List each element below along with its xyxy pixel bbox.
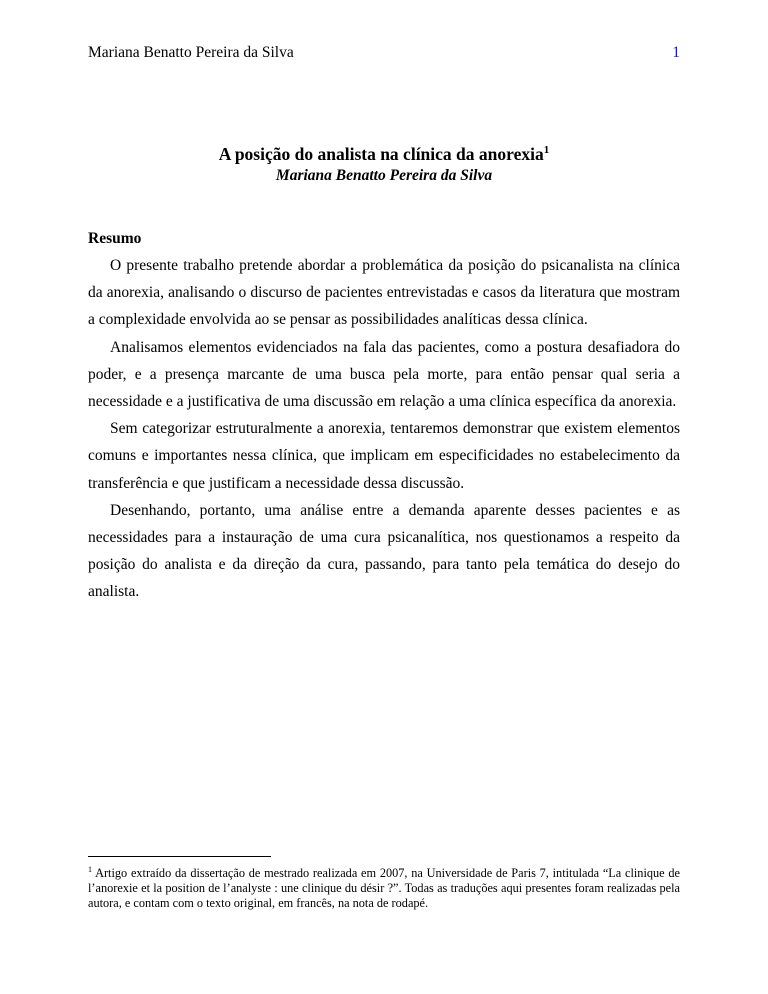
document-title	[88, 142, 680, 166]
footnote-marker: 1	[88, 864, 92, 874]
page-number: 1	[672, 44, 680, 61]
footnote	[88, 866, 680, 911]
paragraph: Desenhando, portanto, uma análise entre a demanda aparente desses pacientes e as necessidades para a instauração de uma cura psicanalítica, nos questionamos a respeito da posição do analista e da direção da cura, passando, para tanto pela temática do desejo do analista.	[88, 501, 680, 601]
header-author: Mariana Benatto Pereira da Silva	[88, 44, 294, 61]
page-header	[88, 44, 680, 64]
section-heading: Resumo	[88, 230, 142, 247]
paragraph: O presente trabalho pretende abordar a problemática da posição do psicanalista na clínica da anorexia, analisando o discurso de pacientes entrevistadas e casos da literatura que mostram a complexidade envolvida ao se pensar as possibilidades analíticas dessa clínica.	[88, 257, 680, 329]
document-title-text: A posição do analista na clínica da anorexia	[218, 144, 544, 164]
abstract-body	[88, 252, 680, 606]
document-author: Mariana Benatto Pereira da Silva	[275, 167, 493, 184]
footnote-text: Artigo extraído da dissertação de mestrado realizada em 2007, na Universidade de Paris 7, intitulada “La clinique de l’anorexie et la position de l’analyste : une clinique du désir ?”. Todas as traduções aqui presentes foram realizadas pela autora, e contam com o texto original, em francês, na nota de rodapé.	[88, 866, 680, 910]
paragraph: Analisamos elementos evidenciados na fala das pacientes, como a postura desafiadora do poder, e a presença marcante de uma busca pela morte, para então pensar qual seria a necessidade e a justificativa de uma discussão em relação a uma clínica específica da anorexia.	[88, 338, 680, 411]
title-footnote-marker[interactable]: 1	[543, 144, 550, 157]
title-block	[88, 142, 680, 186]
footnote-divider	[88, 856, 271, 857]
paragraph: Sem categorizar estruturalmente a anorexia, tentaremos demonstrar que existem elementos comuns e importantes nessa clínica, que implicam em especificidades no estabelecimento da transferência e que justificam a necessidade dessa discussão.	[88, 420, 680, 492]
